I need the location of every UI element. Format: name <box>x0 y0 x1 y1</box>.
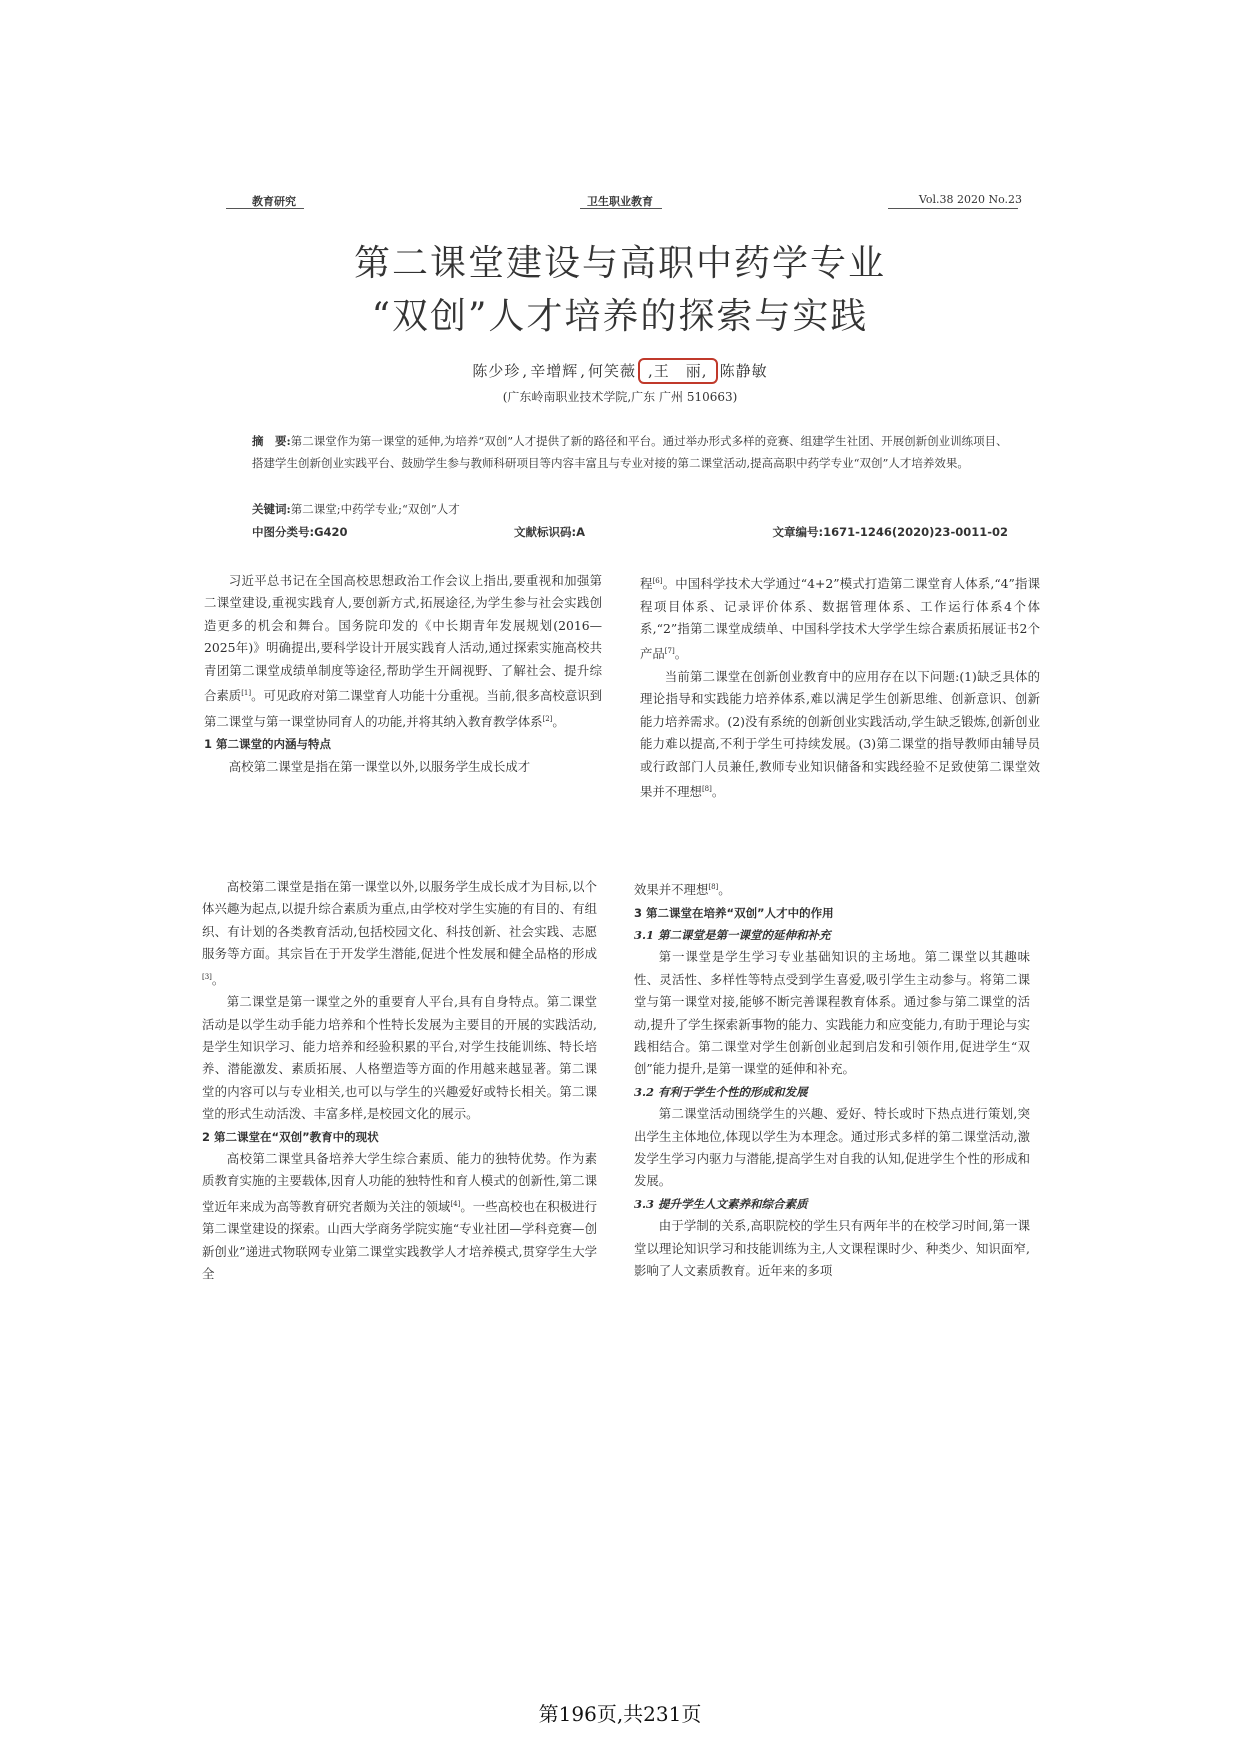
author-name: 陈静敏 <box>719 362 768 380</box>
highlighted-author: ,王 丽, <box>638 358 718 384</box>
clc-number: 中图分类号:G420 <box>252 525 348 539</box>
body-paragraph: 由于学制的关系,高职院校的学生只有两年半的在校学习时间,第一课堂以理论知识学习和技能训练为主,人文课程课时少、种类少、知识面窄,影响了人文素质教育。近年来的多项 <box>634 1218 1030 1279</box>
article-number: 文章编号:1671-1246(2020)23-0011-02 <box>772 525 1008 539</box>
author-list: 陈少珍 , 辛增辉 , 何笑薇 ,王 丽, 陈静敏 <box>0 360 1240 381</box>
author-name: 何笑薇 <box>587 362 636 380</box>
body-column-left-2 <box>202 876 597 1286</box>
citation: [8] <box>701 784 712 793</box>
citation: [8] <box>708 883 719 891</box>
abstract-text: 第二课堂作为第一课堂的延伸,为培养“双创”人才提供了新的路径和平台。通过举办形式多样的竞赛、组建学生社团、开展创新创业训练项目、搭建学生创新创业实践平台、鼓励学生参与教师科研项目等内容丰富且与专业对接的第二课堂活动,提高高职中药学专业“双创”人才培养效果。 <box>252 434 1008 470</box>
body-paragraph: 效果并不理想[8]。 <box>634 882 731 898</box>
citation: [4] <box>450 1199 461 1208</box>
author-name: 辛增辉 <box>530 362 579 380</box>
body-paragraph: 当前第二课堂在创新创业教育中的应用存在以下问题:(1)缺乏具体的理论指导和实践能力培养体系,难以满足学生创新思维、创新意识、创新能力培养需求。(2)没有系统的创新创业实践活动,学生缺乏锻炼,创新创业能力难以提高,不利于学生可持续发展。(3)第二课堂的指导教师由辅导员或行政部门人员兼任,教师专业知识储备和实践经验不足致使第二课堂效果并不理想[8]。 <box>640 668 1040 800</box>
citation: [1] <box>241 689 252 698</box>
keywords-text: 第二课堂;中药学专业;“双创”人才 <box>290 502 460 516</box>
author-affiliation: (广东岭南职业技术学院,广东 广州 510663) <box>502 390 738 404</box>
citation: [3] <box>202 972 212 981</box>
citation: [6] <box>652 577 663 585</box>
section-heading: 2 第二课堂在“双创”教育中的现状 <box>202 1129 379 1144</box>
subsection-heading: 3.2 有利于学生个性的形成和发展 <box>634 1084 808 1099</box>
body-paragraph: 第二课堂是第一课堂之外的重要育人平台,具有自身特点。第二课堂活动是以学生动手能力培养和个性特长发展为主要目的开展的实践活动,是学生知识学习、能力培养和经验积累的平台,对学生技能训练、特长培养、潜能激发、素质拓展、人格塑造等方面的作用越来越显著。第二课堂的内容可以与专业相关,也可以与学生的兴趣爱好或特长相关。第二课堂的形式生动活泼、丰富多样,是校园文化的展示。 <box>202 994 597 1122</box>
article-title-line2: “双创”人才培养的探索与实践 <box>371 296 869 337</box>
subsection-heading: 3.3 提升学生人文素养和综合素质 <box>634 1196 808 1211</box>
body-paragraph: 习近平总书记在全国高校思想政治工作会议上指出,要重视和加强第二课堂建设,重视实践育人,要创新方式,拓展途径,为学生参与社会实践创造更多的机会和舞台。国务院印发的《中长期青年发展规划(2016—2025年)》明确提出,要科学设计开展实践育人活动,通过探索实施高校共青团第二课堂成绩单制度等途径,帮助学生开阔视野、了解社会、提升综合素质[1]。可见政府对第二课堂育人功能十分重视。当前,很多高校意识到第二课堂与第一课堂协同育人的功能,并将其纳入教育教学体系[2]。 <box>204 573 602 729</box>
section-heading: 3 第二课堂在培养“双创”人才中的作用 <box>634 905 834 920</box>
citation: [2] <box>542 714 553 723</box>
citation: [7] <box>664 647 675 656</box>
article-title-line1: 第二课堂建设与高职中药学专业 <box>353 243 886 284</box>
header-rule-center <box>580 208 662 209</box>
body-paragraph: 高校第二课堂是指在第一课堂以外,以服务学生成长成才 <box>228 758 531 774</box>
header-rule-right <box>888 208 1018 209</box>
header-journal-section: 教育研究 <box>252 195 296 208</box>
body-column-left-1 <box>204 570 602 778</box>
body-paragraph: 第二课堂活动围绕学生的兴趣、爱好、特长或时下热点进行策划,突出学生主体地位,体现以学生为本理念。通过形式多样的第二课堂活动,激发学生学习内驱力与潜能,提高学生对自我的认知,促进学生个性的形成和发展。 <box>634 1106 1030 1189</box>
document-code: 文献标识码:A <box>514 525 585 539</box>
header-volume: Vol.38 2020 No.23 <box>918 193 1022 206</box>
abstract-label: 摘 要: <box>252 434 291 448</box>
subsection-heading: 3.1 第二课堂是第一课堂的延伸和补充 <box>634 927 831 942</box>
author-name: 陈少珍 <box>472 362 521 380</box>
author-name: 王 丽 <box>653 362 702 380</box>
keywords <box>252 498 1008 520</box>
body-paragraph: 高校第二课堂是指在第一课堂以外,以服务学生成长成才为目标,以个体兴趣为起点,以提升综合素质为重点,由学校对学生实施的有目的、有组织、有计划的各类教育活动,包括校园文化、科技创新、社会实践、志愿服务等方面。其宗旨在于开发学生潜能,促进个性发展和健全品格的形成[3]。 <box>202 879 597 987</box>
page-counter: 第196页,共231页 <box>538 1702 702 1726</box>
keywords-label: 关键词: <box>252 502 291 516</box>
body-paragraph: 第一课堂是学生学习专业基础知识的主场地。第二课堂以其趣味性、灵活性、多样性等特点受到学生喜爱,吸引学生主动参与。将第二课堂与第一课堂对接,能够不断完善课程教育体系。通过参与第二课堂的活动,提升了学生探索新事物的能力、实践能力和应变能力,有助于理论与实践相结合。第二课堂对学生创新创业起到启发和引领作用,促进学生“双创”能力提升,是第一课堂的延伸和补充。 <box>634 949 1030 1077</box>
section-heading: 1 第二课堂的内涵与特点 <box>204 737 332 752</box>
abstract <box>252 430 1008 474</box>
body-paragraph: 程[6]。中国科学技术大学通过“4+2”模式打造第二课堂育人体系,“4”指课程项目体系、记录评价体系、数据管理体系、工作运行体系4个体系,“2”指第二课堂成绩单、中国科学技术大学学生综合素质拓展证书2个产品[7]。 <box>640 576 1041 662</box>
body-column-right-2 <box>634 876 1030 1282</box>
body-column-right-1 <box>640 570 1040 803</box>
header-journal-name: 卫生职业教育 <box>587 195 653 208</box>
body-paragraph: 高校第二课堂具备培养大学生综合素质、能力的独特优势。作为素质教育实施的主要载体,因育人功能的独特性和育人模式的创新性,第二课堂近年来成为高等教育研究者颇为关注的领域[4]。一些高校也在积极进行第二课堂建设的探索。山西大学商务学院实施“专业社团—学科竞赛—创新创业”递进式物联网专业第二课堂实践教学人才培养模式,贯穿学生大学全 <box>202 1151 597 1282</box>
